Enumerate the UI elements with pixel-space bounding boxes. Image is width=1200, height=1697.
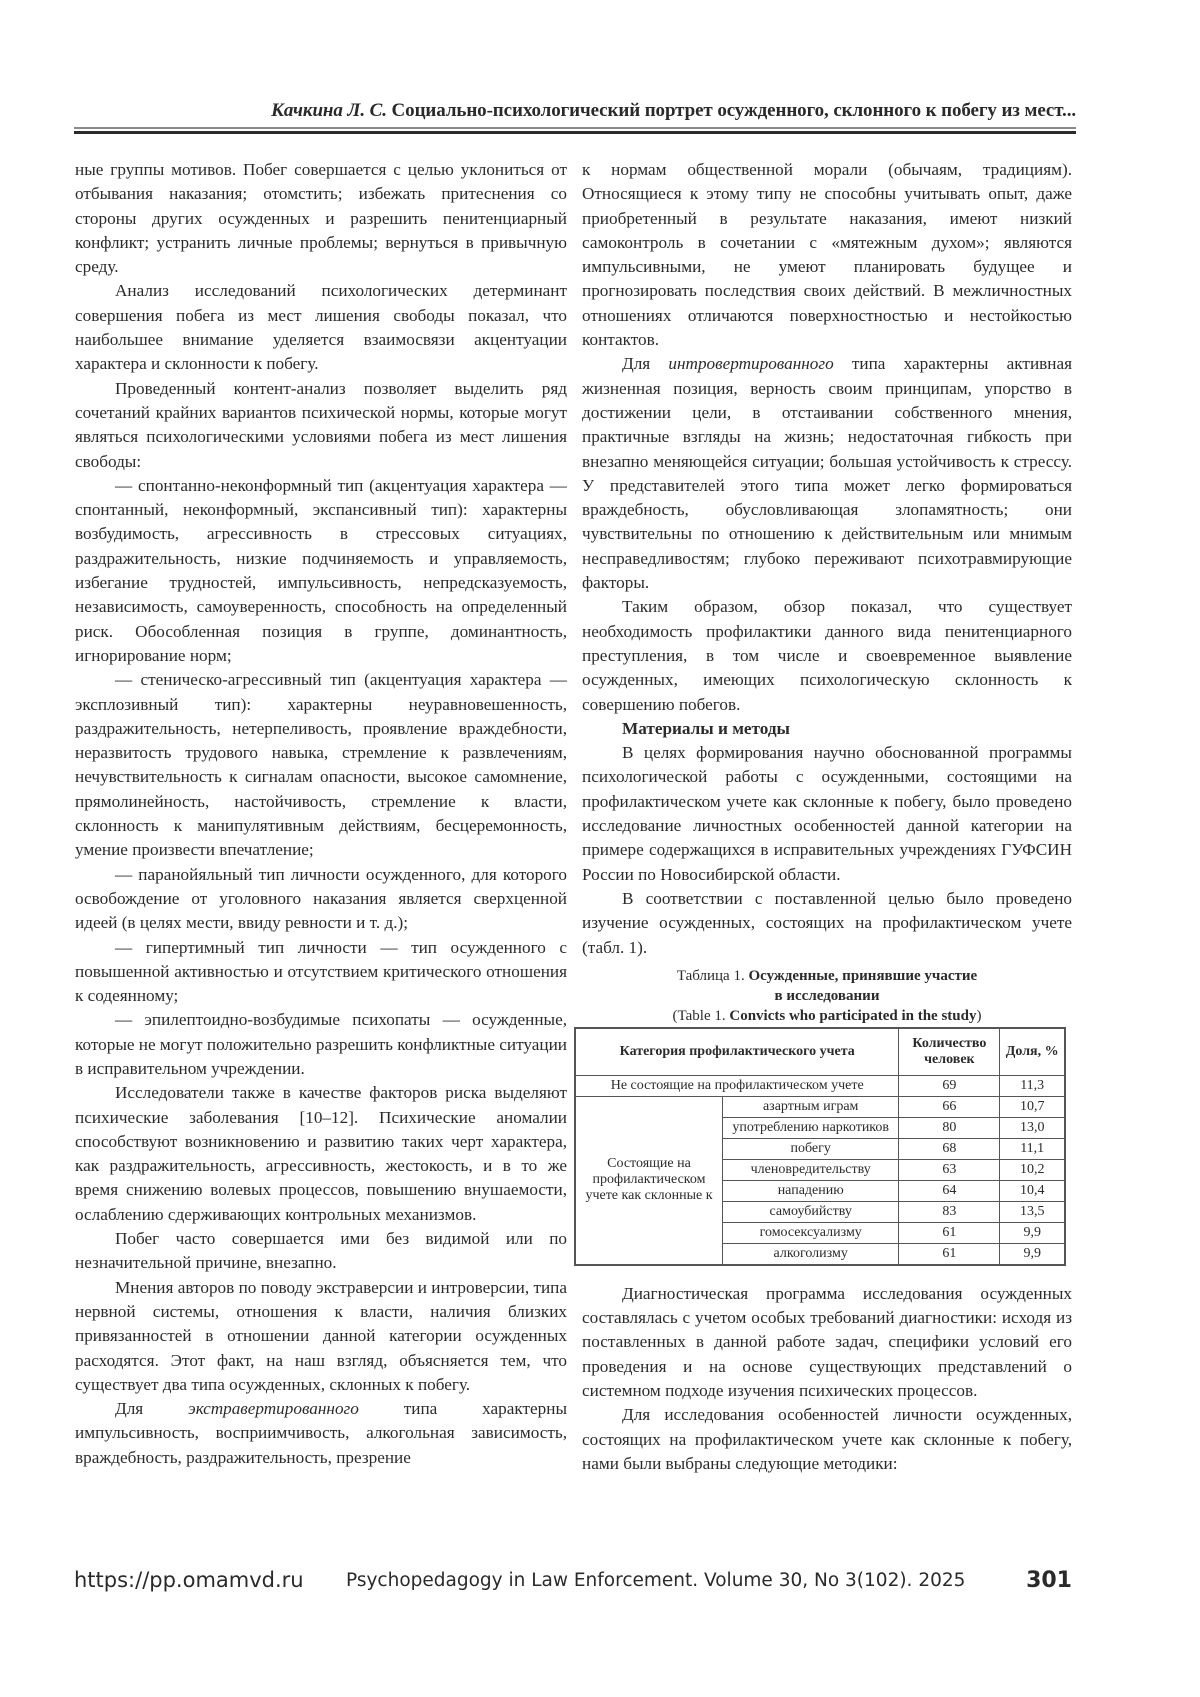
paragraph: Проведенный контент-анализ позволяет выделить ряд сочетаний крайних вариантов психической нормы, которые могут являться психологическими условиями побега из мест лишения свободы: [75, 378, 567, 471]
table-row [575, 1075, 1065, 1096]
row-count: 80 [899, 1117, 1000, 1138]
journal-url-link[interactable]: https://pp.omamvd.ru [74, 1568, 304, 1592]
header-category: Категория профилактического учета [575, 1028, 899, 1076]
text: типа характерны активная жизненная позиция, верность своим принципам, упорство в достижении цели, в отстаивании собственного мнения, практичные взгляды на жизнь; недостаточная гибкость при внезапно меняющейся ситуации; большая устойчивость к стрессу. У представителей этого типа может легко формироваться враждебность, обусловливающая злопамятность; они чувствительны по отношению к действительным или мнимым несправедливостям; глубоко переживают психотравмирующие факторы. [582, 354, 1072, 593]
caption-prefix: Таблица 1. [676, 967, 749, 984]
row-count: 68 [899, 1138, 1000, 1159]
paragraph: В соответствии с поставленной целью было проведено изучение осужденных, состоящих на профилактическом учете (табл. 1). [582, 888, 1072, 957]
row-count: 63 [899, 1159, 1000, 1180]
list-item: — спонтанно-неконформный тип (акцентуация характера — спонтанный, неконформный, экспансивный тип): характерны возбудимость, агрессивность в стрессовых ситуациях, раздражительность, низкие подчиняемость и управляемость, избегание трудностей, импульсивность, непредсказуемость, независимость, самоуверенность, способность на определенный риск. Обособленная позиция в группе, доминантность, игнорирование норм; [75, 475, 567, 665]
header-title: Социально-психологический портрет осужденного, склонного к побегу из мест... [391, 100, 1076, 121]
row-count: 61 [899, 1243, 1000, 1265]
paragraph: Исследователи также в качестве факторов риска выделяют психические заболевания [10–12]. Психические аномалии способствуют возникновению и развитию таких черт характера, как раздражительность, агрессивность, жестокость, и в то же время снижению волевых процессов, повышению внушаемости, ослаблению сдерживающих контрольных механизмов. [75, 1083, 567, 1224]
left-column [75, 158, 567, 1470]
table-row [575, 1096, 1065, 1117]
row-count: 64 [899, 1180, 1000, 1201]
table-caption [582, 966, 1072, 1026]
text: типа характерны импульсивность, восприимчивость, алкогольная зависимость, враждебность, раздражительность, презрение [75, 1399, 567, 1467]
row-label: алкоголизму [723, 1243, 899, 1265]
row-count: 69 [899, 1075, 1000, 1096]
paragraph: Побег часто совершается ими без видимой или по незначительной причине, внезапно. [75, 1229, 567, 1273]
row-share: 13,0 [1000, 1117, 1065, 1138]
row-label: употреблению наркотиков [723, 1117, 899, 1138]
row-label: самоубийству [723, 1201, 899, 1222]
list-item: — гипертимный тип личности — тип осужденного с повышенной активностью и отсутствием критического отношения к содеянному; [75, 937, 567, 1006]
group-label: Состоящие на профилактическом учете как склонные к [575, 1096, 723, 1265]
paragraph [582, 352, 1072, 595]
row-label: Не состоящие на профилактическом учете [575, 1075, 899, 1096]
row-share: 10,4 [1000, 1180, 1065, 1201]
paragraph [75, 1397, 567, 1470]
right-column [582, 158, 1072, 1476]
page-number: 301 [1026, 1568, 1072, 1593]
row-share: 9,9 [1000, 1222, 1065, 1243]
caption-en-title: Convicts who participated in the study [729, 1007, 977, 1024]
paragraph: к нормам общественной морали (обычаям, традициям). Относящиеся к этому типу не способны учитывать опыт, даже приобретенный в результате наказания, имеют низкий самоконтроль в сочетании с «мятежным духом»; являются импульсивными, не умеют планировать будущее и прогнозировать последствия своих действий. В межличностных отношениях отличаются поверхностностью и нестойкостью контактов. [582, 160, 1072, 350]
participants-table [574, 1027, 1066, 1266]
row-share: 10,7 [1000, 1096, 1065, 1117]
paragraph: Анализ исследований психологических детерминант совершения побега из мест лишения свободы показал, что наибольшее внимание уделяется взаимосвязи акцентуации характера и склонности к побегу. [75, 281, 567, 374]
page-footer [74, 1568, 1076, 1598]
row-share: 13,5 [1000, 1201, 1065, 1222]
row-share: 9,9 [1000, 1243, 1065, 1265]
list-item: — паранойяльный тип личности осужденного, для которого освобождение от уголовного наказания является сверхценной идеей (в целях мести, ввиду ревности и т. д.); [75, 864, 567, 933]
caption-en-prefix: (Table 1. [672, 1007, 730, 1024]
caption-title: Осужденные, принявшие участие [748, 967, 978, 984]
row-label: членовредительству [723, 1159, 899, 1180]
row-share: 10,2 [1000, 1159, 1065, 1180]
row-share: 11,1 [1000, 1138, 1065, 1159]
journal-citation: Psychopedagogy in Law Enforcement. Volume 30, No 3(102). 2025 [346, 1570, 966, 1591]
header-count: Количество человек [899, 1028, 1000, 1076]
table-header-row [575, 1028, 1065, 1076]
paragraph: ные группы мотивов. Побег совершается с целью уклониться от отбывания наказания; отомстить; избежать притеснения со стороны других осужденных и разрешить пенитенциарный конфликт; устранить личные проблемы; вернуться в привычную среду. [75, 160, 567, 277]
row-count: 66 [899, 1096, 1000, 1117]
list-item: — эпилептоидно-возбудимые психопаты — осужденные, которые не могут положительно разрешить конфликтные ситуации в исправительном учреждении. [75, 1010, 567, 1078]
text: Для [115, 1399, 189, 1419]
paragraph: Таким образом, обзор показал, что существует необходимость профилактики данного вида пенитенциарного преступления, в том числе и своевременное выявление осужденных, имеющих психологическую склонность к совершению побегов. [582, 597, 1072, 714]
header-rule-thick [74, 131, 1076, 134]
row-count: 83 [899, 1201, 1000, 1222]
header-share: Доля, % [1000, 1028, 1065, 1076]
caption-title-line2: в исследовании [774, 987, 880, 1004]
paragraph: В целях формирования научно обоснованной программы психологической работы с осужденными, состоящими на профилактическом учете как склонные к побегу, было проведено исследование личностных особенностей данной категории на примере содержащихся в исправительных учреждениях ГУФСИН России по Новосибирской области. [582, 743, 1072, 884]
row-label: гомосексуализму [723, 1222, 899, 1243]
list-item: — стеническо-агрессивный тип (акцентуация характера — эксплозивный тип): характерны неуравновешенность, раздражительность, нетерпеливость, проявление враждебности, неразвитость трудового навыка, стремление к развлечениям, нечувствительность к сигналам опасности, высокое самомнение, прямолинейность, настойчивость, стремление к власти, склонность к манипулятивным действиям, бесцеремонность, умение произвести впечатление; [75, 670, 567, 860]
row-share: 11,3 [1000, 1075, 1065, 1096]
header-author: Качкина Л. С. [271, 100, 387, 121]
row-count: 61 [899, 1222, 1000, 1243]
section-heading: Материалы и методы [622, 718, 790, 738]
row-label: азартным играм [723, 1096, 899, 1117]
paragraph: Для исследования особенностей личности осужденных, состоящих на профилактическом учете как склонные к побегу, нами были выбраны следующие методики: [582, 1405, 1072, 1473]
paragraph: Диагностическая программа исследования осужденных составлялась с учетом особых требований диагностики: исходя из поставленных в данной работе задач, специфики условий его проведения и на основе существующих представлений о системном подходе изучения психических процессов. [582, 1283, 1072, 1400]
emphasis: экстравертированного [188, 1399, 359, 1419]
running-header [74, 100, 1076, 122]
text: Для [622, 354, 669, 374]
header-rule-thin [74, 127, 1076, 129]
row-label: нападению [723, 1180, 899, 1201]
emphasis: интровертированного [668, 354, 834, 374]
row-label: побегу [723, 1138, 899, 1159]
paragraph: Мнения авторов по поводу экстраверсии и интроверсии, типа нервной системы, отношения к власти, наличия близких привязанностей в отношении данной категории осужденных расходятся. Этот факт, на наш взгляд, объясняется тем, что существует два типа осужденных, склонных к побегу. [75, 1277, 567, 1394]
caption-en-suffix: ) [976, 1007, 982, 1024]
